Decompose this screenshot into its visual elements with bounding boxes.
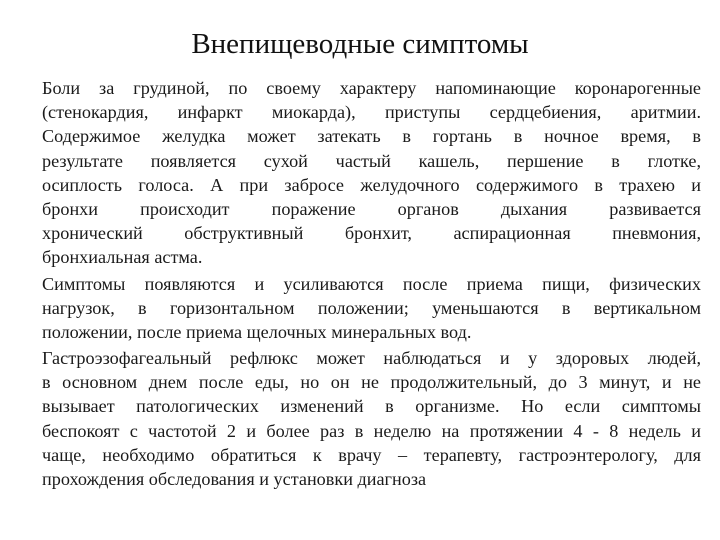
slide-title: Внепищеводные симптомы — [191, 28, 529, 60]
text-line: (стенокардия, инфаркт миокарда), приступы сердцебиения, аритмии. — [42, 102, 701, 123]
text-line: Гастроэзофагеальный рефлюкс может наблюдаться и у здоровых людей, — [42, 348, 701, 369]
text-line: Боли за грудиной, по своему характеру напоминающие коронарогенные — [42, 78, 701, 98]
paragraph-symptom-triggers — [42, 272, 701, 345]
paragraph-extraesophageal-symptoms — [42, 76, 701, 270]
text-line: беспокоят с частотой 2 и более раз в неделю на протяжении 4 - 8 недель и — [42, 420, 701, 441]
text-line: результате появляется сухой частый кашель, першение в глотке, — [42, 150, 701, 171]
text-line: положении, после приема щелочных минеральных вод. — [42, 321, 472, 342]
text-line: хронический обструктивный бронхит, аспирационная пневмония, — [42, 223, 701, 244]
text-line: чаще, необходимо обратиться к врачу – терапевту, гастроэнтерологу, для — [42, 444, 701, 465]
text-line: нагрузок, в горизонтальном положении; уменьшаются в вертикальном — [42, 297, 701, 318]
text-line: Содержимое желудка может затекать в гортань в ночное время, в — [42, 126, 701, 147]
text-line: прохождения обследования и установки диагноза — [42, 469, 427, 489]
text-line: в основном днем после еды, но он не продолжительный, до 3 минут, и не — [42, 372, 701, 393]
text-line: Симптомы появляются и усиливаются после приема пищи, физических — [42, 273, 701, 294]
slide-body — [42, 76, 701, 493]
paragraph-reflux-in-healthy-people — [42, 346, 701, 491]
text-line: осиплость голоса. А при забросе желудочного содержимого в трахею и — [42, 174, 701, 195]
text-line: бронхи происходит поражение органов дыхания развивается — [42, 198, 701, 219]
text-line: вызывает патологических изменений в организме. Но если симптомы — [42, 396, 701, 417]
text-line: бронхиальная астма. — [42, 247, 203, 268]
